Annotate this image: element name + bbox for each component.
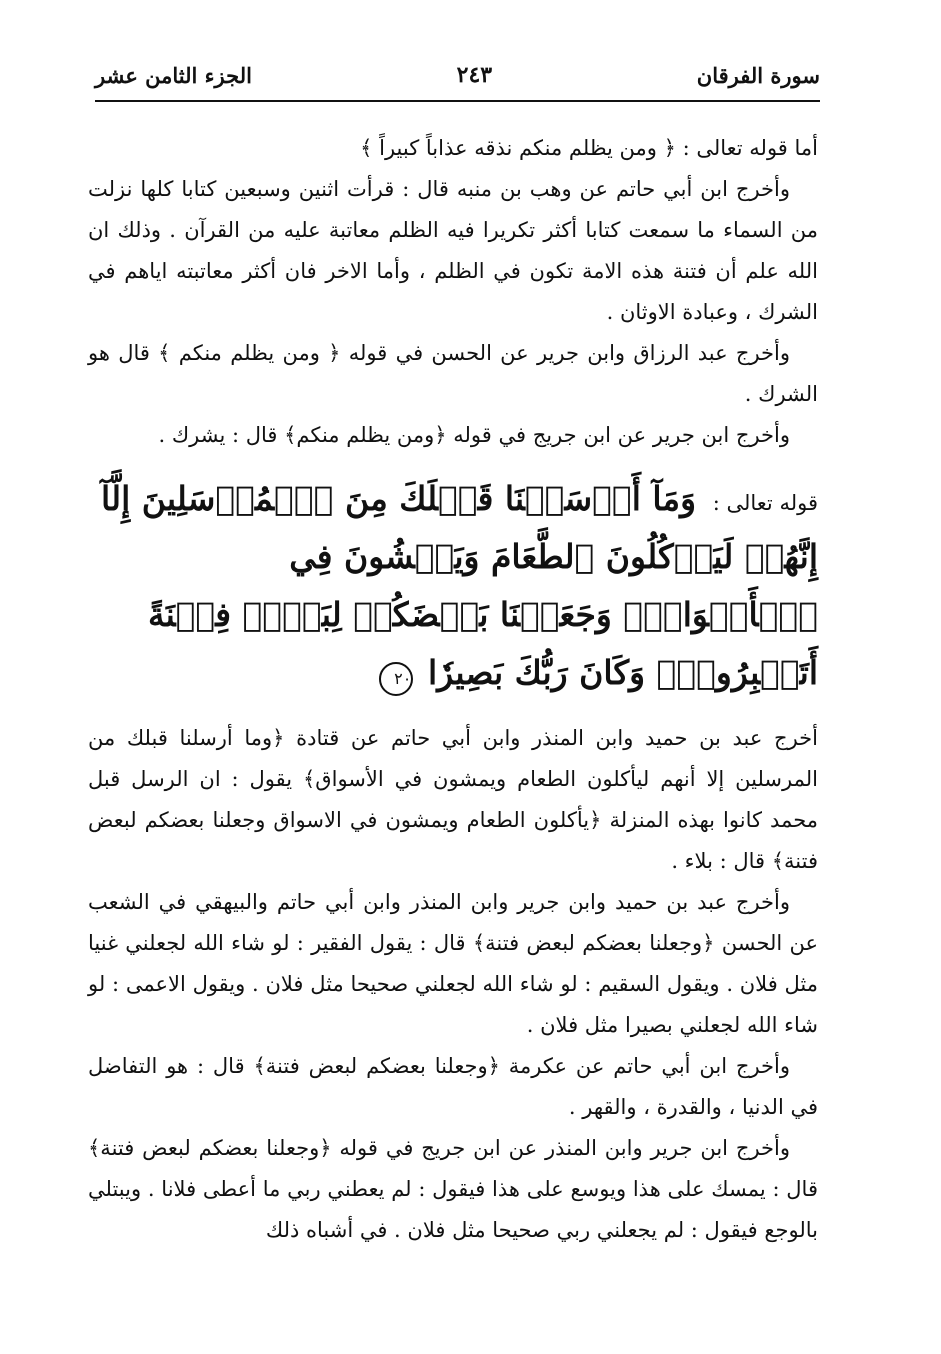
paragraph-wahb: وأخرج ابن أبي حاتم عن وهب بن منبه قال : قرأت اثنين وسبعين كتابا كلها نزلت من السماء ما سمعت كتابا أكثر تكريرا فيه الظلم معاتبة عليه من القرآن . وذلك ان الله علم أن فتنة هذه الامة تكون في الظلم ، وأما الاخر فان أكثر معاتبته اياهم في الشرك ، وعبادة الاوثان . bbox=[88, 177, 818, 324]
juz-title: الجزء الثامن عشر bbox=[95, 62, 252, 88]
verse-intro: قوله تعالى : bbox=[712, 491, 818, 515]
surah-title: سورة الفرقان bbox=[696, 62, 820, 88]
quran-verse bbox=[88, 470, 818, 702]
page-number: ٢٤٣ bbox=[456, 62, 493, 88]
paragraph-ibn-jurayj: وأخرج ابن جرير وابن المنذر عن ابن جريج في قوله ﴿وجعلنا بعضكم لبعض فتنة﴾ قال : يمسك على هذا ويوسع على هذا فيقول : لم يعطني ربي ما أعطى فلانا . ويبتلي بالوجع فيقول : لم يجعلني ربي صحيحا مثل فلان . في أشباه ذلك bbox=[88, 1136, 818, 1242]
paragraph-ibn-jarir: وأخرج ابن جرير عن ابن جريج في قوله ﴿ومن يظلم منكم﴾ قال : يشرك . bbox=[158, 423, 790, 447]
header-rule bbox=[95, 100, 820, 102]
paragraph-ikrima: وأخرج ابن أبي حاتم عن عكرمة ﴿وجعلنا بعضكم لبعض فتنة﴾ قال : هو التفاضل في الدنيا ، والقدرة ، والقهر . bbox=[88, 1054, 818, 1119]
paragraph-hasan: وأخرج عبد بن حميد وابن جرير وابن المنذر وابن أبي حاتم والبيهقي في الشعب عن الحسن ﴿وجعلنا بعضكم لبعض فتنة﴾ قال : يقول الفقير : لو شاء الله لجعلني غنيا مثل فلان . ويقول السقيم : لو شاء الله لجعلني صحيحا مثل فلان . ويقول الاعمى : لو شاء الله لجعلني بصيرا مثل فلان . bbox=[88, 890, 818, 1037]
page-header bbox=[95, 55, 820, 95]
verse-text: وَمَآ أَرۡسَلۡنَا قَبۡلَكَ مِنَ ٱلۡمُرۡسَلِينَ إِلَّآ إِنَّهُمۡ لَيَأۡكُلُونَ ٱلطَّعَامَ وَيَمۡشُونَ فِي ٱلۡأَسۡوَاقِۗ وَجَعَلۡنَا بَعۡضَكُمۡ لِبَعۡضٖ فِتۡنَةً أَتَصۡبِرُونَۗ وَكَانَ رَبُّكَ بَصِيرٗا bbox=[100, 479, 818, 692]
verse-number-marker: ٢٠ bbox=[379, 662, 413, 696]
paragraph-abdulrazzaq: وأخرج عبد الرزاق وابن جرير عن الحسن في قوله ﴿ ومن يظلم منكم ﴾ قال هو الشرك . bbox=[88, 341, 818, 406]
paragraph-qatada: أخرج عبد بن حميد وابن المنذر وابن أبي حاتم عن قتادة ﴿وما أرسلنا قبلك من المرسلين إلا أنهم ليأكلون الطعام ويمشون في الأسواق﴾ يقول : ان الرسل قبل محمد كانوا بهذه المنزلة ﴿يأكلون الطعام ويمشون في الاسواق وجعلنا بعضكم لبعض فتنة﴾ قال : بلاء . bbox=[88, 726, 818, 873]
paragraph-intro: أما قوله تعالى : ﴿ ومن يظلم منكم نذقه عذاباً كبيراً ﴾ bbox=[360, 136, 818, 160]
page-body bbox=[88, 128, 818, 1251]
